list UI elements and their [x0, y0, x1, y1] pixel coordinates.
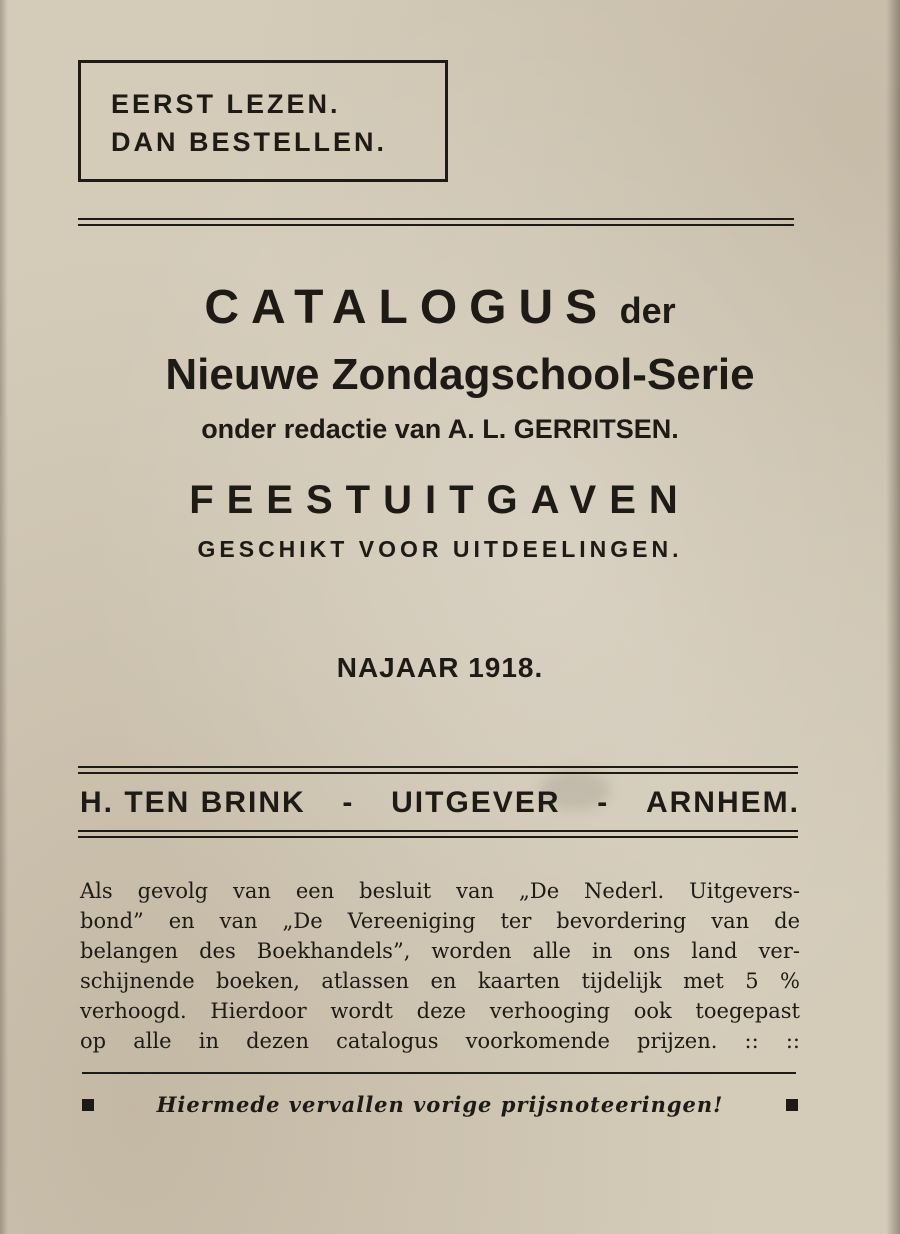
footer-rule	[82, 1072, 796, 1074]
feest-subtitle: GESCHIKT VOOR UITDEELINGEN.	[197, 536, 683, 562]
editor-line: onder redactie van A. L. GERRITSEN.	[201, 414, 679, 444]
paragraph-line: belangen des Boekhandels”, worden alle in ons land ver-	[80, 939, 800, 963]
season-label: NAJAAR 1918.	[336, 652, 544, 683]
page-edge-shadow-right	[886, 0, 900, 1234]
catalogus-word: CATALOGUS	[204, 281, 610, 334]
publisher-city: ARNHEM.	[645, 786, 800, 819]
publisher-separator-1: -	[342, 786, 355, 819]
der-word: der	[619, 290, 676, 331]
top-double-rule	[78, 218, 794, 226]
notice-line-2: DAN BESTELLEN.	[111, 127, 388, 157]
price-increase-paragraph	[80, 876, 800, 1056]
paragraph-line: schijnende boeken, atlassen en kaarten tijdelijk met 5 %	[80, 969, 800, 993]
paragraph-line: verhoogd. Hierdoor wordt deze verhooging ook toegepast	[80, 999, 800, 1023]
paragraph-line: op alle in dezen catalogus voorkomende prijzen. :: ::	[80, 1029, 800, 1053]
publisher-name: H. TEN BRINK	[80, 786, 306, 819]
page-edge-shadow-left	[0, 0, 8, 1234]
footer-notice	[82, 1092, 798, 1117]
publisher-line	[80, 786, 800, 820]
publisher-separator-2: -	[597, 786, 610, 819]
paragraph-line: Als gevolg van een besluit van „De Nederl. Uitgevers-	[80, 879, 800, 903]
square-bullet-left-icon	[82, 1099, 94, 1111]
publisher-lower-rule	[78, 830, 798, 838]
publisher-upper-rule	[78, 766, 798, 774]
catalogue-heading	[60, 280, 820, 335]
publisher-role: UITGEVER	[391, 786, 561, 819]
read-first-notice-box	[78, 60, 448, 182]
series-title: Nieuwe Zondagschool-Serie	[165, 350, 755, 399]
feest-title: FEESTUITGAVEN	[189, 478, 691, 522]
notice-line-1: EERST LEZEN.	[111, 89, 341, 119]
paragraph-line: bond” en van „De Vereeniging ter bevordering van de	[80, 909, 800, 933]
footer-notice-text: Hiermede vervallen vorige prijsnoteeringen!	[156, 1092, 724, 1117]
square-bullet-right-icon	[786, 1099, 798, 1111]
